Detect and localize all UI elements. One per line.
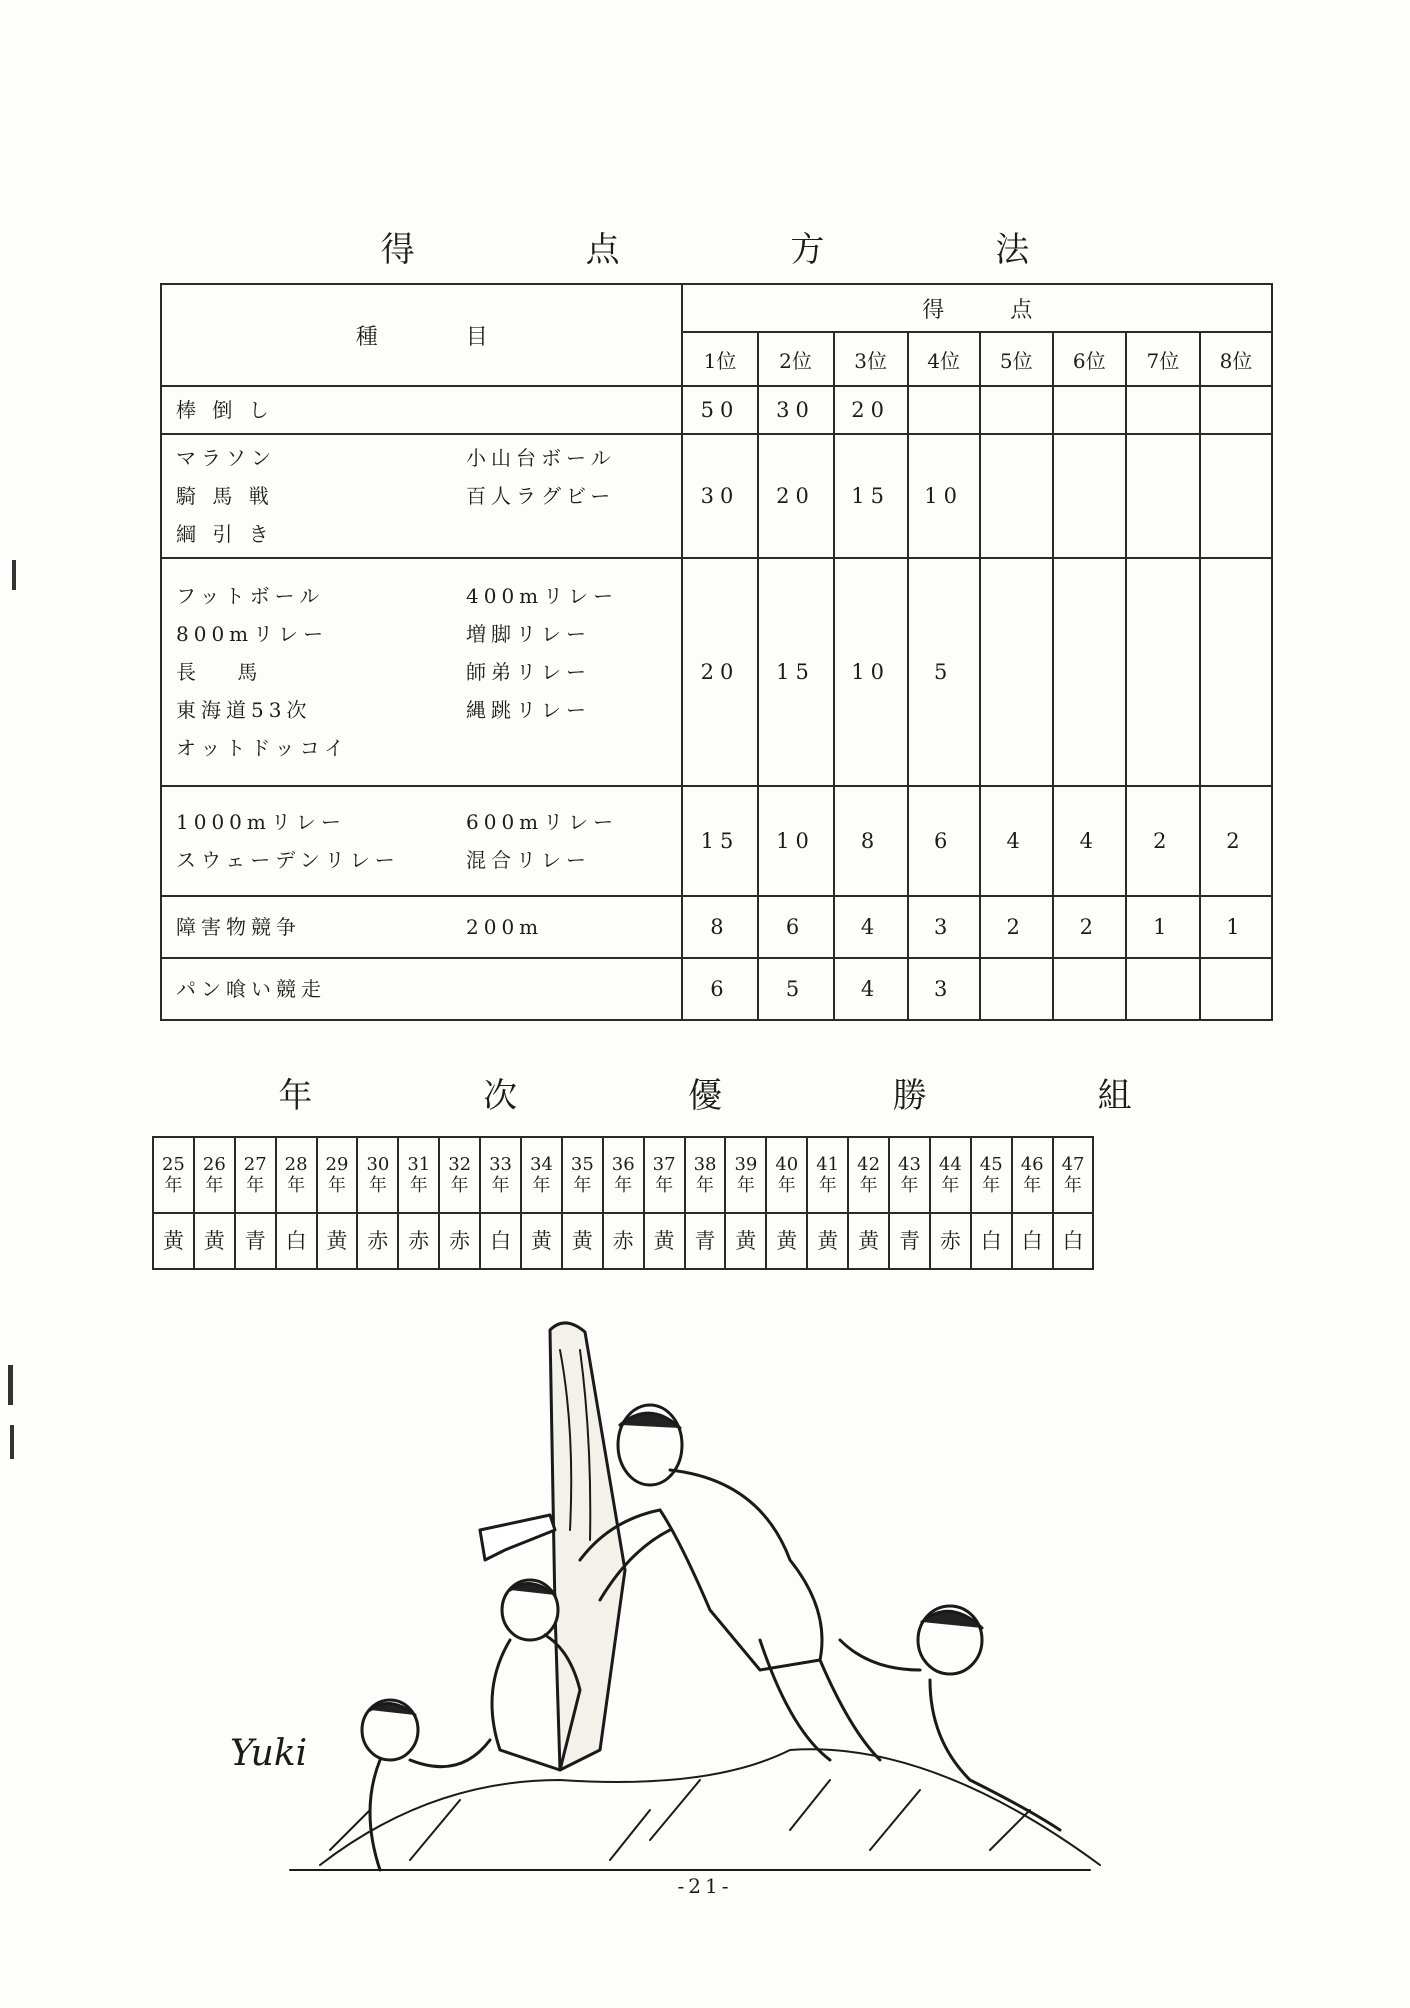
winning-team-cell: 赤 bbox=[439, 1213, 480, 1269]
winning-team-cell: 白 bbox=[1012, 1213, 1053, 1269]
year-suffix: 年 bbox=[205, 1175, 224, 1196]
year-cell bbox=[807, 1137, 848, 1213]
rank-header: 7位 bbox=[1126, 332, 1200, 386]
points-cell bbox=[1053, 558, 1126, 786]
year-suffix: 年 bbox=[450, 1175, 469, 1196]
year-suffix: 年 bbox=[1064, 1175, 1083, 1196]
points-cell bbox=[1053, 958, 1126, 1020]
year-cell bbox=[725, 1137, 766, 1213]
scoring-row bbox=[161, 786, 1272, 896]
points-cell bbox=[1126, 558, 1200, 786]
points-cell: 6 bbox=[758, 896, 834, 958]
year-cell bbox=[439, 1137, 480, 1213]
event-name: マラソン bbox=[176, 446, 276, 470]
year-cell bbox=[235, 1137, 276, 1213]
event-name: パン喰い競走 bbox=[176, 977, 326, 1001]
winning-team-cell: 白 bbox=[1053, 1213, 1094, 1269]
year-cell bbox=[521, 1137, 562, 1213]
winning-team-cell: 赤 bbox=[398, 1213, 439, 1269]
year-cell bbox=[848, 1137, 889, 1213]
year-cell bbox=[1053, 1137, 1094, 1213]
year-number: 27 bbox=[243, 1154, 267, 1175]
year-suffix: 年 bbox=[736, 1175, 755, 1196]
year-suffix: 年 bbox=[368, 1175, 387, 1196]
points-cell: 1 bbox=[1200, 896, 1272, 958]
points-cell bbox=[908, 386, 980, 434]
year-cell bbox=[766, 1137, 807, 1213]
year-cell bbox=[357, 1137, 398, 1213]
points-cell: 2 bbox=[1053, 896, 1126, 958]
winning-team-cell: 黄 bbox=[194, 1213, 235, 1269]
points-cell: 2 bbox=[1126, 786, 1200, 896]
event-name: オットドッコイ bbox=[176, 736, 349, 760]
points-cell bbox=[1200, 558, 1272, 786]
winning-team-cell: 青 bbox=[235, 1213, 276, 1269]
points-cell: 8 bbox=[834, 786, 908, 896]
event-cell bbox=[161, 958, 682, 1020]
year-suffix: 年 bbox=[941, 1175, 960, 1196]
rank-header: 2位 bbox=[758, 332, 834, 386]
event-name: 百人ラグビー bbox=[466, 484, 616, 508]
winning-team-cell: 赤 bbox=[930, 1213, 971, 1269]
points-cell bbox=[980, 386, 1053, 434]
points-cell bbox=[980, 958, 1053, 1020]
bo-taoshi-illustration bbox=[230, 1310, 1150, 1880]
year-cell bbox=[194, 1137, 235, 1213]
points-cell: 10 bbox=[758, 786, 834, 896]
points-cell: 15 bbox=[758, 558, 834, 786]
year-number: 37 bbox=[652, 1154, 676, 1175]
points-cell bbox=[980, 558, 1053, 786]
year-cell bbox=[930, 1137, 971, 1213]
year-number: 45 bbox=[979, 1154, 1003, 1175]
event-column-header: 種 目 bbox=[161, 284, 682, 386]
event-name: 600mリレー bbox=[466, 810, 619, 834]
year-number: 25 bbox=[161, 1154, 185, 1175]
winning-team-cell: 黄 bbox=[562, 1213, 603, 1269]
points-cell bbox=[1053, 386, 1126, 434]
event-name: 障害物競争 bbox=[176, 915, 301, 939]
points-cell: 10 bbox=[834, 558, 908, 786]
year-number: 43 bbox=[898, 1154, 921, 1175]
event-name: 縄跳リレー bbox=[466, 698, 591, 722]
scoring-table bbox=[160, 283, 1273, 1021]
points-cell bbox=[1126, 958, 1200, 1020]
year-number: 46 bbox=[1020, 1154, 1044, 1175]
event-name: 200m bbox=[466, 915, 544, 939]
year-cell bbox=[480, 1137, 521, 1213]
year-cell bbox=[317, 1137, 358, 1213]
year-suffix: 年 bbox=[573, 1175, 592, 1196]
points-cell: 30 bbox=[682, 434, 757, 558]
year-number: 29 bbox=[325, 1154, 349, 1175]
yearly-winners-table bbox=[152, 1136, 1094, 1270]
points-cell: 20 bbox=[834, 386, 908, 434]
year-suffix: 年 bbox=[614, 1175, 633, 1196]
year-suffix: 年 bbox=[287, 1175, 306, 1196]
winning-team-cell: 黄 bbox=[848, 1213, 889, 1269]
year-number: 31 bbox=[407, 1154, 431, 1175]
event-name: 騎 馬 戦 bbox=[176, 484, 274, 508]
points-cell: 1 bbox=[1126, 896, 1200, 958]
year-number: 39 bbox=[734, 1154, 758, 1175]
points-cell: 6 bbox=[682, 958, 757, 1020]
event-cell bbox=[161, 558, 682, 786]
year-cell bbox=[685, 1137, 726, 1213]
event-name: 小山台ボール bbox=[466, 446, 616, 470]
year-number: 41 bbox=[816, 1154, 840, 1175]
points-cell: 50 bbox=[682, 386, 757, 434]
event-cell bbox=[161, 786, 682, 896]
year-cell bbox=[971, 1137, 1012, 1213]
year-cell bbox=[153, 1137, 194, 1213]
scoring-row bbox=[161, 386, 1272, 434]
year-number: 28 bbox=[284, 1154, 308, 1175]
year-cell bbox=[398, 1137, 439, 1213]
event-name: 綱 引 き bbox=[176, 522, 274, 546]
year-suffix: 年 bbox=[655, 1175, 674, 1196]
year-suffix: 年 bbox=[900, 1175, 919, 1196]
winning-team-cell: 白 bbox=[480, 1213, 521, 1269]
year-number: 38 bbox=[693, 1154, 717, 1175]
year-suffix: 年 bbox=[246, 1175, 265, 1196]
winning-team-cell: 赤 bbox=[603, 1213, 644, 1269]
scoring-row bbox=[161, 558, 1272, 786]
year-suffix: 年 bbox=[532, 1175, 551, 1196]
winning-team-cell: 青 bbox=[685, 1213, 726, 1269]
winning-team-cell: 黄 bbox=[766, 1213, 807, 1269]
event-name: 400mリレー bbox=[466, 584, 619, 608]
winning-team-cell: 白 bbox=[276, 1213, 317, 1269]
points-cell: 5 bbox=[758, 958, 834, 1020]
scoring-row bbox=[161, 958, 1272, 1020]
points-cell: 3 bbox=[908, 896, 980, 958]
points-column-header: 得 点 bbox=[682, 284, 1272, 332]
year-suffix: 年 bbox=[328, 1175, 346, 1196]
points-cell: 30 bbox=[758, 386, 834, 434]
scan-mark bbox=[10, 1425, 14, 1459]
winning-team-cell: 黄 bbox=[521, 1213, 562, 1269]
year-cell bbox=[603, 1137, 644, 1213]
points-cell: 4 bbox=[834, 896, 908, 958]
points-cell: 2 bbox=[1200, 786, 1272, 896]
year-suffix: 年 bbox=[491, 1175, 510, 1196]
points-cell: 20 bbox=[682, 558, 757, 786]
event-name: 1000mリレー bbox=[176, 810, 346, 834]
year-cell bbox=[562, 1137, 603, 1213]
points-cell: 15 bbox=[682, 786, 757, 896]
year-number: 26 bbox=[202, 1154, 226, 1175]
points-cell: 4 bbox=[980, 786, 1053, 896]
year-suffix: 年 bbox=[696, 1175, 715, 1196]
year-number: 44 bbox=[938, 1154, 962, 1175]
points-cell: 10 bbox=[908, 434, 980, 558]
year-cell bbox=[1012, 1137, 1053, 1213]
points-cell bbox=[1126, 386, 1200, 434]
points-cell: 4 bbox=[1053, 786, 1126, 896]
points-cell: 15 bbox=[834, 434, 908, 558]
points-cell bbox=[980, 434, 1053, 558]
event-name: 東海道53次 bbox=[176, 698, 312, 722]
winners-title: 年 次 優 勝 組 bbox=[278, 1076, 1212, 1116]
page-number: -21- bbox=[677, 1874, 733, 1898]
points-cell bbox=[1200, 958, 1272, 1020]
scan-mark bbox=[12, 560, 16, 590]
points-cell: 6 bbox=[908, 786, 980, 896]
year-number: 32 bbox=[448, 1154, 472, 1175]
winning-team-cell: 黄 bbox=[725, 1213, 766, 1269]
year-suffix: 年 bbox=[818, 1175, 837, 1196]
winning-team-cell: 白 bbox=[971, 1213, 1012, 1269]
winning-team-cell: 青 bbox=[889, 1213, 930, 1269]
points-cell bbox=[1126, 434, 1200, 558]
year-suffix: 年 bbox=[1023, 1175, 1042, 1196]
rank-header: 6位 bbox=[1053, 332, 1126, 386]
scoring-title: 得 点 方 法 bbox=[380, 230, 1110, 270]
scoring-row bbox=[161, 434, 1272, 558]
winning-team-cell: 黄 bbox=[644, 1213, 685, 1269]
points-cell bbox=[1053, 434, 1126, 558]
illustration-signature: Yuki bbox=[230, 1733, 308, 1774]
event-name: 棒 倒 し bbox=[176, 398, 274, 422]
rank-header: 4位 bbox=[908, 332, 980, 386]
points-cell: 3 bbox=[908, 958, 980, 1020]
points-cell: 4 bbox=[834, 958, 908, 1020]
year-cell bbox=[889, 1137, 930, 1213]
points-cell: 8 bbox=[682, 896, 757, 958]
rank-header: 5位 bbox=[980, 332, 1053, 386]
year-cell bbox=[276, 1137, 317, 1213]
points-cell: 5 bbox=[908, 558, 980, 786]
event-name: フットボール bbox=[176, 584, 325, 608]
rank-header: 3位 bbox=[834, 332, 908, 386]
event-cell bbox=[161, 896, 682, 958]
event-name: 長 馬 bbox=[176, 660, 263, 684]
year-number: 35 bbox=[570, 1154, 594, 1175]
points-cell: 20 bbox=[758, 434, 834, 558]
rank-header: 1位 bbox=[682, 332, 757, 386]
event-name: 増脚リレー bbox=[466, 622, 591, 646]
year-number: 40 bbox=[775, 1154, 799, 1175]
year-suffix: 年 bbox=[164, 1175, 183, 1196]
event-cell bbox=[161, 434, 682, 558]
year-number: 30 bbox=[366, 1154, 390, 1175]
year-number: 34 bbox=[530, 1154, 553, 1175]
scoring-row bbox=[161, 896, 1272, 958]
event-name: 師弟リレー bbox=[466, 660, 591, 684]
points-cell bbox=[1200, 434, 1272, 558]
year-suffix: 年 bbox=[409, 1175, 428, 1196]
winning-team-cell: 黄 bbox=[153, 1213, 194, 1269]
event-cell bbox=[161, 386, 682, 434]
points-cell: 2 bbox=[980, 896, 1053, 958]
year-number: 36 bbox=[611, 1154, 635, 1175]
year-suffix: 年 bbox=[859, 1175, 878, 1196]
winning-team-cell: 赤 bbox=[357, 1213, 398, 1269]
points-cell bbox=[1200, 386, 1272, 434]
event-name: 混合リレー bbox=[466, 848, 591, 872]
year-suffix: 年 bbox=[777, 1175, 796, 1196]
event-name: スウェーデンリレー bbox=[176, 848, 400, 872]
year-number: 47 bbox=[1061, 1154, 1085, 1175]
winning-team-cell: 黄 bbox=[317, 1213, 358, 1269]
event-name: 800mリレー bbox=[176, 622, 329, 646]
winning-team-cell: 黄 bbox=[807, 1213, 848, 1269]
year-cell bbox=[644, 1137, 685, 1213]
scan-mark bbox=[8, 1365, 13, 1405]
year-number: 42 bbox=[857, 1154, 881, 1175]
year-number: 33 bbox=[489, 1154, 513, 1175]
year-suffix: 年 bbox=[982, 1175, 1001, 1196]
rank-header: 8位 bbox=[1200, 332, 1272, 386]
